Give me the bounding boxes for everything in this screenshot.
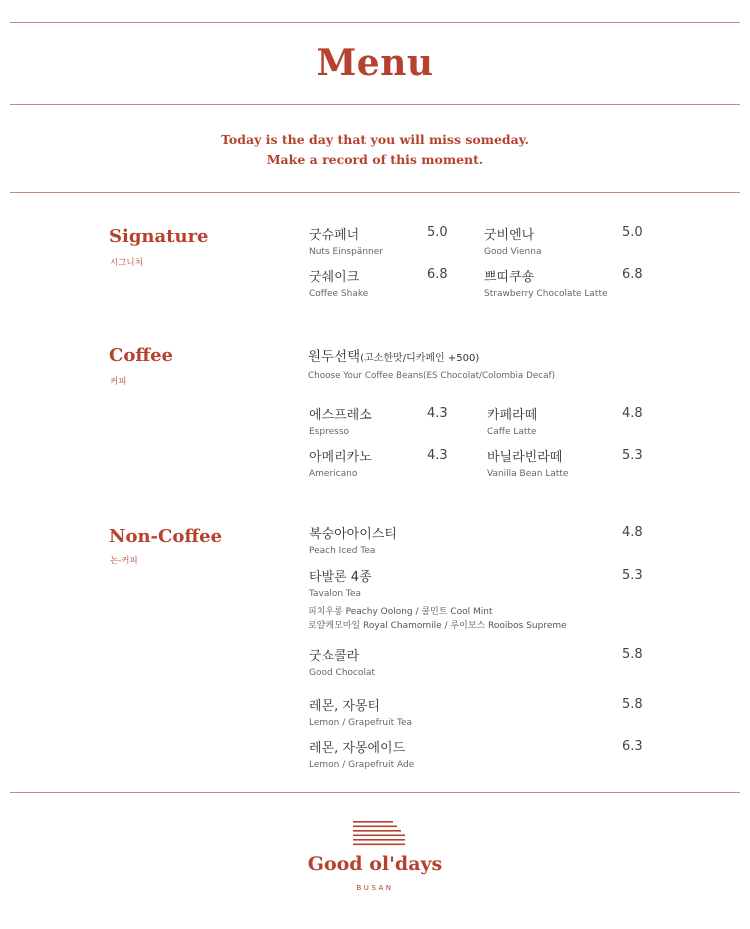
item-name: 레몬, 자몽에이드 (309, 741, 406, 756)
item-price: 4.3 (427, 406, 448, 421)
tagline-line-2: Make a record of this moment. (266, 152, 484, 167)
item-desc: Coffee Shake (309, 289, 369, 299)
item-name: 굿쉐이크 (309, 270, 360, 285)
item-price: 5.3 (622, 448, 643, 463)
item-desc: Strawberry Chocolate Latte (484, 289, 608, 299)
menu-item (309, 224, 383, 257)
item-price: 4.8 (622, 525, 643, 540)
item-price: 5.3 (622, 568, 643, 583)
tavalon-flavors-line-1: 피치우롱 Peachy Oolong / 쿨민트 Cool Mint (308, 607, 493, 617)
item-price: 5.8 (622, 647, 643, 662)
item-desc: Lemon / Grapefruit Ade (309, 760, 415, 770)
item-desc: Caffe Latte (487, 427, 537, 437)
section-subtitle-non-coffee: 논-커피 (110, 556, 138, 566)
section-title-coffee: Coffee (109, 345, 174, 366)
tagline (0, 130, 750, 170)
tavalon-flavors (308, 605, 567, 633)
bean-choice-label (308, 345, 555, 365)
brand-name: Good ol'days (307, 853, 443, 875)
item-price: 4.3 (427, 448, 448, 463)
bean-choice-option: (고소한맛/디카페인 +500) (360, 353, 480, 364)
item-name: 카페라떼 (487, 408, 538, 423)
item-desc: Espresso (309, 427, 350, 437)
item-name: 굿비엔나 (484, 228, 535, 243)
bean-choice-name: 원두선택 (308, 349, 361, 365)
item-name: 굿슈페너 (309, 228, 360, 243)
item-price: 5.0 (622, 225, 643, 240)
brand-city: BUSAN (356, 884, 394, 892)
section-title-signature: Signature (109, 226, 209, 247)
menu-item (487, 446, 568, 479)
item-desc: Lemon / Grapefruit Tea (309, 718, 413, 728)
item-name: 쁘띠쿠숑 (484, 270, 535, 285)
menu-item (309, 523, 397, 556)
menu-item (487, 404, 537, 437)
item-desc: Good Vienna (484, 247, 542, 257)
item-name: 에스프레소 (309, 408, 372, 423)
item-price: 6.8 (622, 267, 643, 282)
item-name: 레몬, 자몽티 (309, 699, 381, 714)
section-subtitle-signature: 시그니처 (110, 258, 143, 268)
menu-item (309, 266, 368, 299)
menu-item (309, 695, 412, 728)
menu-item (309, 737, 414, 770)
item-desc: Tavalon Tea (309, 589, 361, 599)
bean-choice-desc: Choose Your Coffee Beans(ES Chocolat/Colombia Decaf) (308, 371, 556, 381)
item-price: 5.8 (622, 697, 643, 712)
striped-lines-logo-icon (351, 820, 407, 846)
title-rule (10, 104, 740, 105)
item-name: 바닐라빈라떼 (487, 450, 563, 465)
menu-item (484, 224, 541, 257)
menu-item (309, 645, 375, 678)
menu-item (309, 446, 372, 479)
item-price: 5.0 (427, 225, 448, 240)
bean-choice (308, 345, 555, 381)
item-desc: Peach Iced Tea (309, 546, 376, 556)
section-title-non-coffee: Non-Coffee (109, 526, 223, 547)
item-price: 6.8 (427, 267, 448, 282)
page-title: Menu (316, 42, 434, 84)
top-rule (10, 22, 740, 23)
item-desc: Nuts Einspänner (309, 247, 383, 257)
menu-item (309, 566, 372, 599)
item-name: 복숭아아이스티 (309, 527, 397, 542)
item-price: 4.8 (622, 406, 643, 421)
section-subtitle-coffee: 커피 (110, 377, 127, 387)
item-name: 굿쇼콜라 (309, 649, 360, 664)
menu-item (484, 266, 608, 299)
tagline-line-1: Today is the day that you will miss someday. (221, 132, 529, 147)
item-desc: Vanilla Bean Latte (487, 469, 569, 479)
item-name: 타발론 4종 (309, 570, 372, 585)
tagline-rule (10, 192, 740, 193)
item-desc: Good Chocolat (309, 668, 376, 678)
menu-item (309, 404, 372, 437)
footer-rule (10, 792, 740, 793)
item-desc: Americano (309, 469, 358, 479)
tavalon-flavors-line-2: 로얄캐모마일 Royal Chamomile / 루이보스 Rooibos Supreme (308, 621, 567, 631)
item-name: 아메리카노 (309, 450, 372, 465)
item-price: 6.3 (622, 739, 643, 754)
